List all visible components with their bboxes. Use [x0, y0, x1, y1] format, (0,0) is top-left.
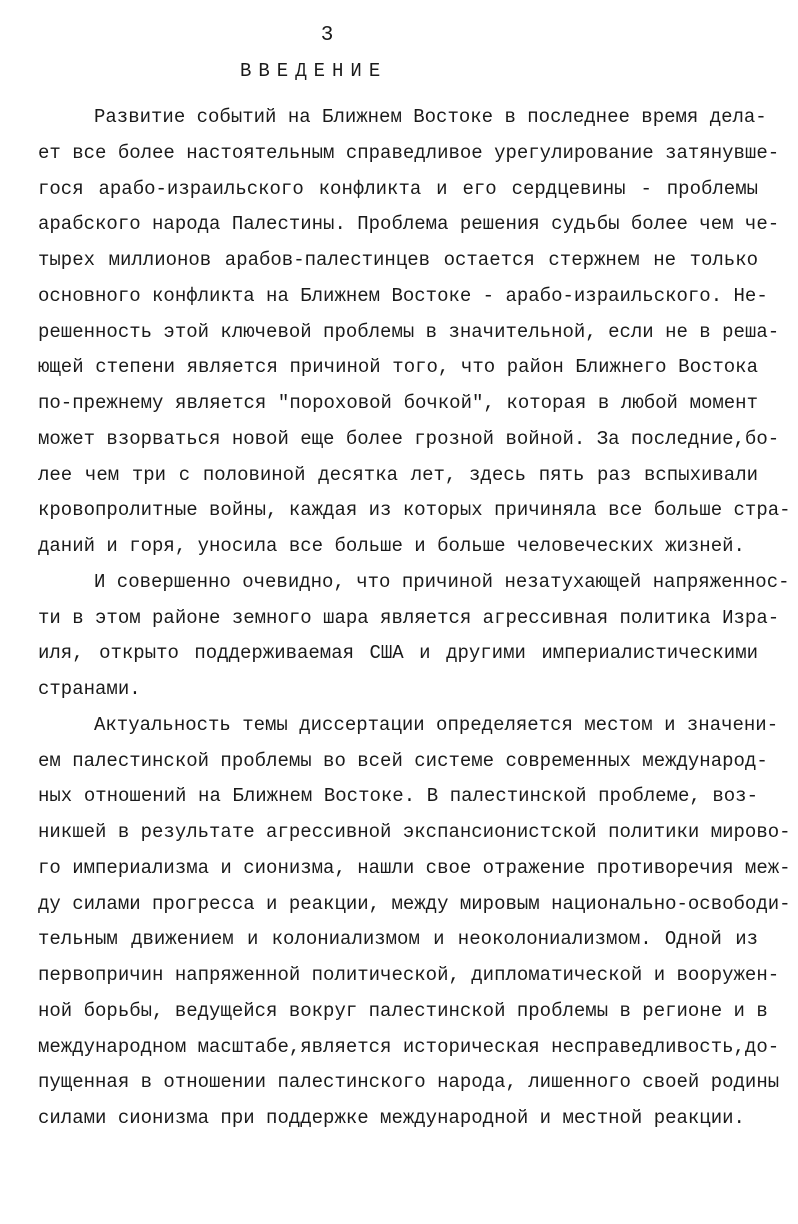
text-line: гося арабо-израильского конфликта и его сердцевины - проблемы	[38, 177, 758, 200]
text-line: ду силами прогресса и реакции, между мировым национально-освободи-	[38, 892, 791, 915]
text-line: И совершенно очевидно, что причиной незатухающей напряженнос-	[94, 570, 790, 593]
page-number: 3	[320, 24, 334, 47]
text-line: никшей в результате агрессивной экспансионистской политики мирово-	[38, 821, 791, 843]
section-heading: ВВЕДЕНИЕ	[240, 60, 388, 82]
text-line: иля, открыто поддерживаемая США и другими империалистическими	[38, 642, 758, 665]
text-line: го империализма и сионизма, нашли свое отражение противоречия меж-	[38, 856, 791, 879]
body-text	[38, 100, 791, 1137]
text-line: Актуальность темы диссертации определяется местом и значени-	[94, 713, 779, 736]
text-line: ти в этом районе земного шара является агрессивная политика Изра-	[38, 606, 780, 629]
text-line: ных отношений на Ближнем Востоке. В палестинской проблеме, воз-	[38, 785, 758, 808]
text-line: тырех миллионов арабов-палестинцев остается стержнем не только	[38, 249, 758, 271]
text-line: ной борьбы, ведущейся вокруг палестинской проблемы в регионе и в	[38, 999, 768, 1022]
text-line: пущенная в отношении палестинского народа, лишенного своей родины	[38, 1071, 780, 1094]
text-line: ющей степени является причиной того, что район Ближнего Востока	[38, 356, 758, 379]
text-line: решенность этой ключевой проблемы в значительной, если не в реша-	[38, 320, 780, 343]
text-line: лее чем три с половиной десятка лет, здесь пять раз вспыхивали	[38, 463, 758, 486]
text-line: кровопролитные войны, каждая из которых причиняла все больше стра-	[38, 499, 791, 522]
text-line: даний и горя, уносила все больше и больше человеческих жизней.	[38, 535, 745, 557]
text-line: основного конфликта на Ближнем Востоке - арабо-израильского. Не-	[38, 284, 768, 307]
text-line: ем палестинской проблемы во всей системе современных международ-	[38, 749, 768, 772]
text-line: международном масштабе,является историческая несправедливость,до-	[38, 1035, 780, 1058]
text-line: ет все более настоятельным справедливое урегулирование затянувше-	[38, 141, 780, 164]
text-line: странами.	[38, 678, 141, 700]
text-line: Развитие событий на Ближнем Востоке в последнее время дела-	[94, 106, 767, 128]
text-line: тельным движением и колониализмом и неоколониализмом. Одной из	[38, 928, 758, 951]
text-line: по-прежнему является "пороховой бочкой", которая в любой момент	[38, 392, 758, 414]
text-line: арабского народа Палестины. Проблема решения судьбы более чем че-	[38, 213, 780, 236]
text-line: первопричин напряженной политической, дипломатической и вооружен-	[38, 964, 780, 986]
text-line: может взорваться новой еще более грозной войной. За последние,бо-	[38, 427, 780, 450]
text-line: силами сионизма при поддержке международной и местной реакции.	[38, 1107, 745, 1129]
